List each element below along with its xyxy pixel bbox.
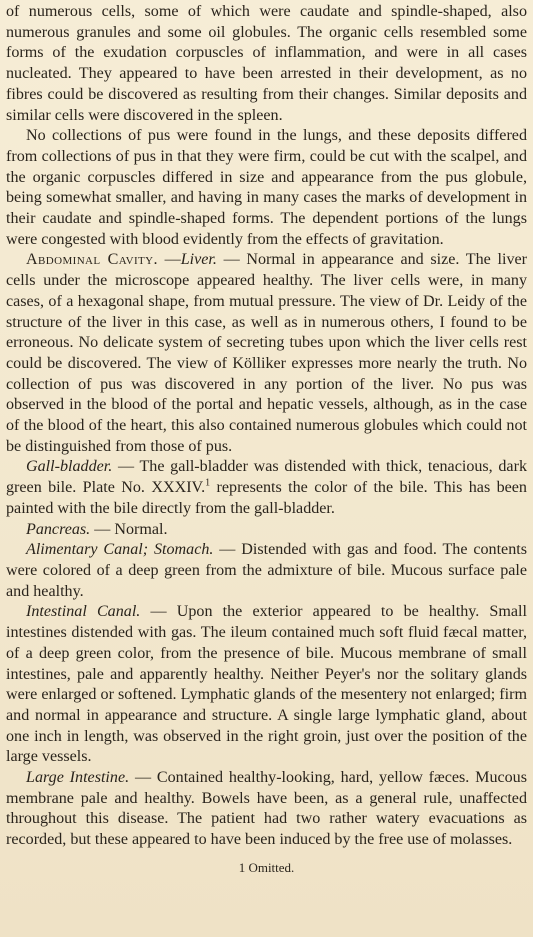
paragraph-text: — Normal.	[90, 520, 168, 538]
subheading-intestinal-canal: Intestinal Canal.	[26, 603, 141, 621]
subheading-liver: Liver.	[180, 251, 217, 269]
section-heading-abdominal-cavity: Abdominal Cavity.	[26, 251, 158, 269]
heading-separator: —	[157, 251, 181, 269]
paragraph-gall-bladder	[6, 457, 527, 519]
paragraph-text: — Upon the exterior appeared to be healthy. Small intestines distended with gas. The ileum contained much soft fluid fæcal matter, of a deep green color, from the presence of bile. Mucous membrane of small intestines, pale and apparently healthy. Neither Peyer's nor the solitary glands were enlarged or softened. Lymphatic glands of the mesentery not enlarged; firm and normal in appearance and structure. A single large lymphatic gland, about one inch in length, was observed in the right groin, just over the position of the large vessels.	[6, 603, 527, 766]
paragraph-intestinal-canal	[6, 602, 527, 768]
paragraph-alimentary-canal	[6, 540, 527, 602]
footnote-text: Omitted.	[245, 859, 295, 875]
footnote-reference: 1	[205, 477, 211, 489]
paragraph-text: — Contained healthy-looking, hard, yellow fæces. Mucous membrane pale and healthy. Bowels have been, as a general rule, unaffected throughout this disease. The patient had two rather watery evacuations as recorded, but these appeared to have been induced by the free use of molasses.	[6, 769, 527, 849]
footnote	[6, 859, 527, 877]
subheading-alimentary-canal: Alimentary Canal; Stomach.	[26, 541, 214, 559]
footnote-marker: 1	[238, 859, 246, 875]
paragraph-pancreas	[6, 520, 527, 541]
paragraph-text: — The gall-bladder was distended with thick, tenacious, dark green bile. Plate No. XXXIV.	[6, 458, 527, 497]
paragraph-cells-description	[6, 2, 527, 126]
paragraph-text: — Normal in appearance and size. The liver cells under the microscope appeared healthy. The liver cells were, in many cases, of a hexagonal shape, from mutual pressure. The view of Dr. Leidy of the structure of the liver in this case, as well as in numerous others, I found to be erroneous. No delicate system of secreting tubes upon which the liver cells rest could be discovered. The view of Kölliker expresses more nearly the truth. No collection of pus was discovered in any portion of the liver. No pus was observed in the blood of the portal and hepatic vessels, although, as in the case of the blood of the heart, this also contained numerous globules which could not be distinguished from those of pus.	[6, 251, 527, 455]
subheading-large-intestine: Large Intestine.	[26, 769, 130, 787]
paragraph-text: represents the color of the bile. This has been painted with the bile directly from the gall-bladder.	[6, 479, 527, 517]
subheading-pancreas: Pancreas.	[26, 520, 91, 538]
paragraph-text: — Distended with gas and food. The contents were colored of a deep green from the admixture of bile. Mucous surface pale and healthy.	[6, 541, 527, 600]
paragraph-abdominal-liver	[6, 250, 527, 457]
paragraph-text: No collections of pus were found in the lungs, and these deposits differed from collections of pus in that they were firm, could be cut with the scalpel, and the organic corpuscles differed in size and appearance from the pus globule, being somewhat smaller, and having in many cases the marks of development in their caudate and spindle-shaped forms. The dependent portions of the lungs were congested with blood evidently from the effects of gravitation.	[6, 127, 527, 248]
paragraph-pus-in-lungs	[6, 126, 527, 250]
paragraph-large-intestine	[6, 768, 527, 851]
paragraph-text: of numerous cells, some of which were caudate and spindle-shaped, also numerous granules and some oil globules. The organic cells resembled some forms of the exudation corpuscles of inflammation, and were in all cases nucleated. They appeared to have been arrested in their development, as no fibres could be discovered as resulting from their changes. Similar deposits and similar cells were discovered in the spleen.	[6, 3, 527, 124]
subheading-gall-bladder: Gall-bladder.	[26, 458, 113, 476]
